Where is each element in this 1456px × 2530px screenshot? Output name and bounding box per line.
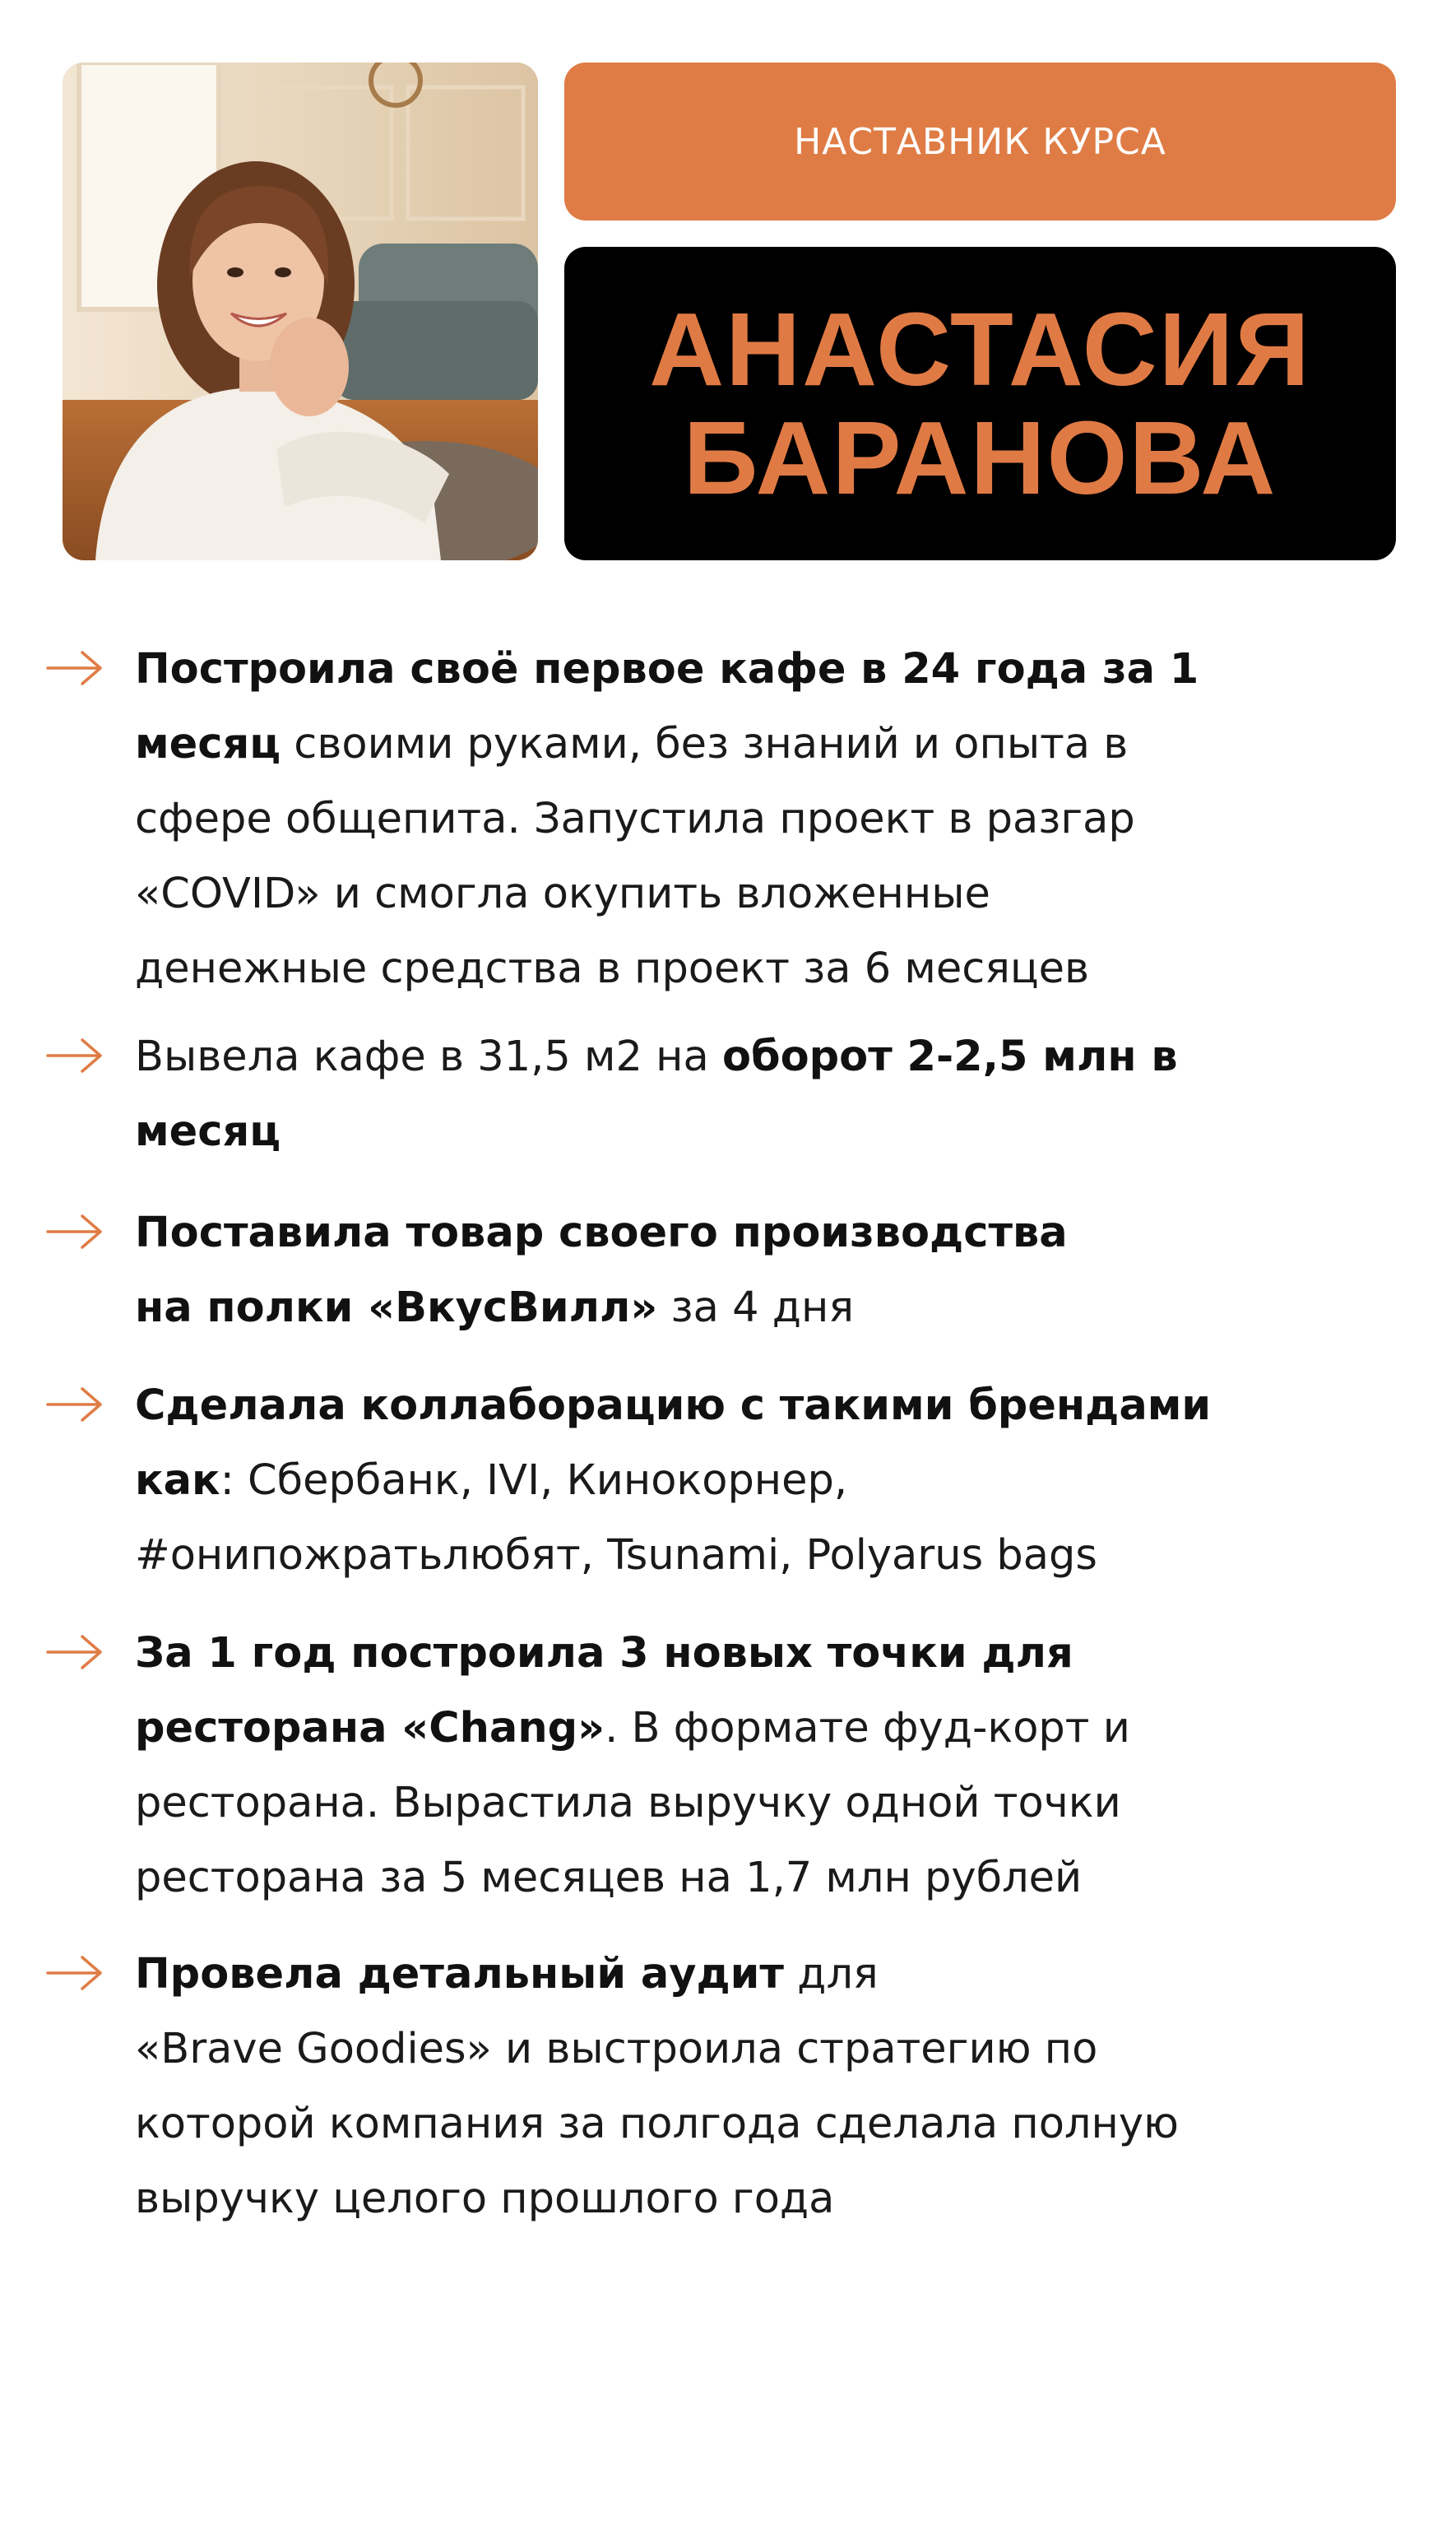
name-block	[564, 247, 1396, 560]
achievement-text	[135, 1937, 1436, 2236]
achievement-item	[46, 1616, 1436, 1915]
role-label: НАСТАВНИК КУРСА	[794, 120, 1166, 163]
arrow-right-icon	[46, 1038, 104, 1074]
achievement-text	[135, 1019, 1436, 1169]
mentor-first-name: АНАСТАСИЯ	[649, 290, 1311, 407]
achievement-item	[46, 1019, 1436, 1169]
achievement-item	[46, 1937, 1436, 2236]
arrow-right-icon	[46, 1386, 104, 1423]
achievement-detail: своими руками, без знаний и опыта в сфере общепита. Запустила проект в разгар «COVID» и смогла окупить вложенные денежные средства в проект за 6 месяцев	[135, 720, 1135, 993]
role-badge	[564, 63, 1396, 221]
achievement-detail: . В формате фуд-корт и ресторана. Вырастила выручку одной точки ресторана за 5 месяцев на 1,7 млн рублей	[135, 1704, 1130, 1902]
achievement-highlight: За 1 год построила 3 новых точки для ресторана «Chang»	[135, 1629, 1073, 1752]
achievement-item	[46, 632, 1436, 1006]
achievement-highlight: Провела детальный аудит	[135, 1950, 784, 1998]
mentor-name	[649, 290, 1311, 516]
achievement-highlight: Сделала коллаборацию с такими брендами как	[135, 1381, 1212, 1505]
achievement-highlight: Построила своё первое кафе в 24 года за 1 месяц	[135, 645, 1199, 768]
arrow-right-icon	[46, 1955, 104, 1991]
achievements-list	[46, 632, 1436, 2236]
achievement-detail: за 4 дня	[657, 1284, 855, 1332]
achievement-detail: Вывела кафе в 31,5 м2 на	[135, 1033, 722, 1081]
achievement-detail: : Сбербанк, IVI, Кинокорнер, #онипожратьлюбят, Tsunami, Polyarus bags	[135, 1456, 1097, 1580]
arrow-right-icon	[46, 650, 104, 686]
mentor-photo	[63, 63, 538, 560]
achievement-detail: для «Brave Goodies» и выстроила стратегию по которой компания за полгода сделала полную выручку целого прошлого года	[135, 1950, 1179, 2223]
achievement-highlight: оборот 2-2,5 млн в месяц	[135, 1033, 1178, 1156]
achievement-item	[46, 1368, 1436, 1593]
achievement-text	[135, 1195, 1436, 1345]
mentor-last-name: БАРАНОВА	[683, 399, 1277, 516]
achievement-highlight: Поставила товар своего производства на полки «ВкусВилл»	[135, 1209, 1068, 1332]
achievement-item	[46, 1195, 1436, 1345]
arrow-right-icon	[46, 1214, 104, 1250]
achievement-text	[135, 1368, 1436, 1593]
achievement-text	[135, 1616, 1436, 1915]
arrow-right-icon	[46, 1634, 104, 1670]
achievement-text	[135, 632, 1436, 1006]
